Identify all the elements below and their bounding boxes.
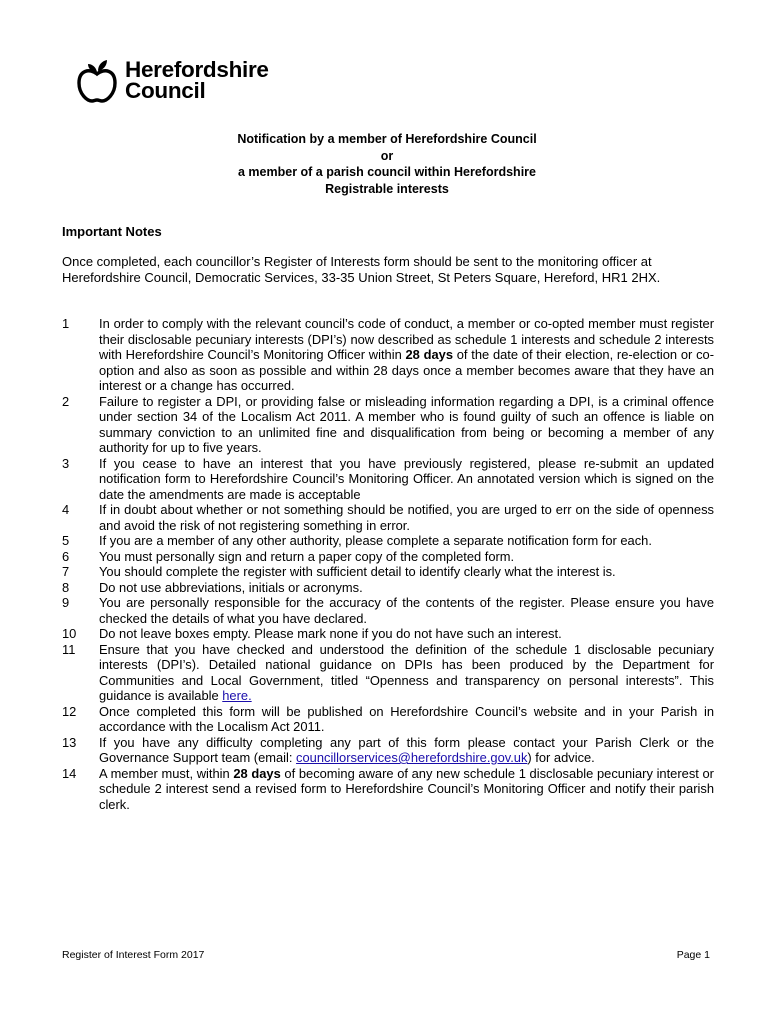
item-text: You must personally sign and return a paper copy of the completed form. xyxy=(99,548,515,564)
item-text: Failure to register a DPI, or providing false or misleading information regarding a DPI, is a criminal offence under section 34 of the Localism Act 2011. A member who is found guilty of such an offence is liable on summary conviction to an unlimited fine and disqualification from being or becoming a member of any authority for up to five years. xyxy=(99,393,714,455)
intro-paragraph: Once completed, each councillor’s Register of Interests form should be sent to the monitoring officer at Herefordshire Council, Democratic Services, 33-35 Union Street, St Peters Square, Hereford, HR1 2HX. xyxy=(62,254,661,285)
list-item xyxy=(62,394,714,456)
item-number: 5 xyxy=(62,533,70,548)
notes-list xyxy=(62,316,714,812)
list-item xyxy=(62,533,714,549)
item-number: 7 xyxy=(62,564,70,579)
councillor-services-email-link[interactable]: councillorservices@herefordshire.gov.uk xyxy=(296,750,528,765)
list-item xyxy=(62,564,714,580)
apple-logo-icon xyxy=(76,57,118,103)
list-item xyxy=(62,580,714,596)
item-bold-text: 28 days xyxy=(405,347,453,362)
item-text xyxy=(99,766,714,813)
important-notes-heading: Important Notes xyxy=(62,224,162,239)
item-number: 4 xyxy=(62,502,70,517)
item-text: If in doubt about whether or not something should be notified, you are urged to err on the side of openness and avoid the risk of not registering something in error. xyxy=(99,502,714,533)
item-number: 14 xyxy=(62,765,77,781)
item-bold-text: 28 days xyxy=(233,765,281,781)
item-text: You should complete the register with sufficient detail to identify clearly what the interest is. xyxy=(99,564,616,579)
item-text-part: A member must, within xyxy=(99,765,234,781)
list-item xyxy=(62,502,714,533)
guidance-here-link[interactable]: here. xyxy=(222,688,252,703)
item-text xyxy=(99,316,714,394)
list-item xyxy=(62,626,714,642)
list-item xyxy=(62,316,714,394)
item-number: 8 xyxy=(62,579,70,595)
item-text: Once completed this form will be published on Herefordshire Council’s website and in your Parish in accordance with the Localism Act 2011. xyxy=(99,703,714,734)
footer-page-number: Page 1 xyxy=(676,949,710,961)
list-item xyxy=(62,456,714,503)
logo-line-2: Council xyxy=(125,78,206,103)
item-number: 9 xyxy=(62,595,70,610)
item-text: Do not use abbreviations, initials or acronyms. xyxy=(99,579,363,595)
footer-form-name: Register of Interest Form 2017 xyxy=(62,949,205,961)
item-text-part: If you have any difficulty completing any part of this form please contact your Parish Clerk or the Governance Support team (email: xyxy=(99,734,714,765)
list-item xyxy=(62,766,714,813)
council-logo xyxy=(76,57,269,103)
item-number: 6 xyxy=(62,548,70,564)
title-line-4: Registrable interests xyxy=(325,181,449,196)
list-item xyxy=(62,595,714,626)
item-text: If you cease to have an interest that you have previously registered, please re-submit an updated notification form to Herefordshire Council’s Monitoring Officer. An annotated version which is signed on the date the amendments are made is acceptable xyxy=(99,455,714,502)
item-text-part: ) for advice. xyxy=(527,750,595,765)
list-item xyxy=(62,704,714,735)
item-text: You are personally responsible for the accuracy of the contents of the register. Please ensure you have checked the details of what you have declared. xyxy=(99,595,714,626)
item-number: 13 xyxy=(62,734,77,750)
title-line-1: Notification by a member of Herefordshire Council xyxy=(237,132,537,146)
item-number: 11 xyxy=(62,641,76,657)
item-text-part: of the date of their election, re-election or co-option and also as soon as possible and within 28 days once a member becomes aware that they have an interest or a change has occurred. xyxy=(99,347,714,393)
item-text xyxy=(99,642,714,704)
list-item xyxy=(62,642,714,704)
item-text-part: In order to comply with the relevant council’s code of conduct, a member or co-opted member must register their disclosable pecuniary interests (DPI’s) now described as schedule 1 interests and schedule 2 interests with Herefordshire Council’s Monitoring Officer within xyxy=(99,316,714,362)
title-line-3: a member of a parish council within Herefordshire xyxy=(238,165,536,179)
item-number: 12 xyxy=(62,703,77,719)
item-text-part: Ensure that you have checked and understood the definition of the schedule 1 disclosable pecuniary interests (DPI’s). Detailed national guidance on DPIs has been produced by the Department for Communities and Local Government, titled “Openness and transparency on personal interests”. This guidance is available xyxy=(99,641,714,703)
list-item xyxy=(62,549,714,565)
item-text xyxy=(99,735,714,766)
logo-line-1: Herefordshire xyxy=(125,57,269,82)
list-item xyxy=(62,735,714,766)
item-number: 3 xyxy=(62,455,70,471)
logo-wordmark xyxy=(125,59,269,101)
item-number: 2 xyxy=(62,393,70,409)
item-number: 1 xyxy=(62,316,70,331)
item-number: 10 xyxy=(62,626,77,641)
item-text: If you are a member of any other authority, please complete a separate notification form for each. xyxy=(99,533,652,548)
item-text-part: of becoming aware of any new schedule 1 disclosable pecuniary interest or schedule 2 interest send a revised form to Herefordshire Council’s Monitoring Officer and notify their parish clerk. xyxy=(99,765,714,812)
item-text: Do not leave boxes empty. Please mark none if you do not have such an interest. xyxy=(99,626,562,641)
title-line-2: or xyxy=(380,148,394,163)
document-title xyxy=(0,131,770,197)
